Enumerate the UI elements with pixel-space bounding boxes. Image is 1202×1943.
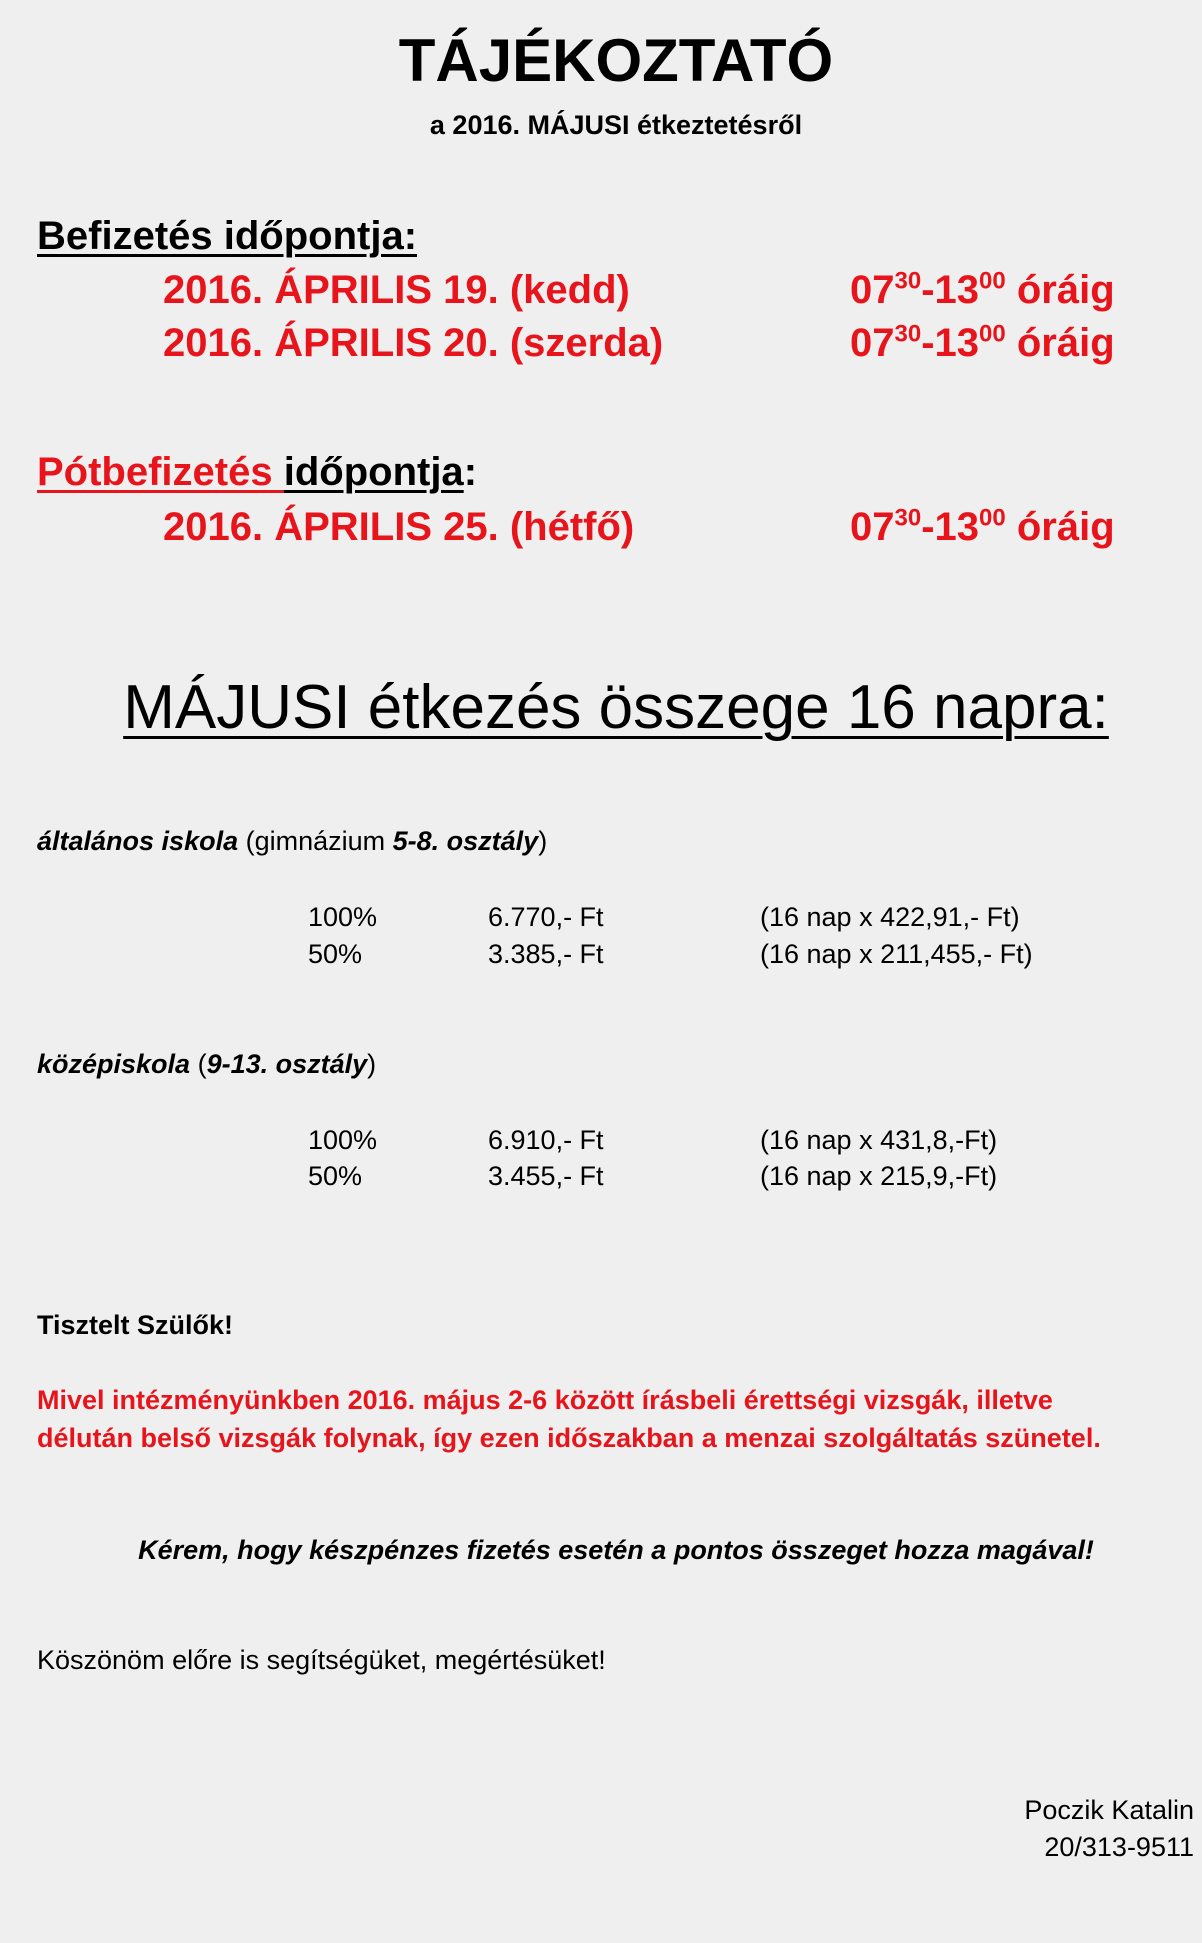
elementary-calc-50: (16 nap x 211,455,- Ft) bbox=[760, 939, 1033, 969]
secondary-price-100: 6.910,- Ft bbox=[488, 1125, 604, 1155]
elementary-calc-100: (16 nap x 422,91,- Ft) bbox=[760, 902, 1020, 932]
thanks-note: Köszönöm előre is segítségüket, megértésüket! bbox=[37, 1645, 606, 1675]
signature-name: Poczik Katalin bbox=[1024, 1795, 1194, 1825]
elementary-pct-50: 50% bbox=[308, 939, 363, 969]
elementary-price-50: 3.385,- Ft bbox=[488, 939, 604, 969]
page-subtitle: a 2016. MÁJUSI étkeztetésről bbox=[429, 110, 803, 140]
secondary-calc-50: (16 nap x 215,9,-Ft) bbox=[760, 1161, 998, 1191]
payment-date-1: 2016. ÁPRILIS 19. (kedd) bbox=[163, 268, 630, 312]
late-payment-time: $07^{30}-13^{00}$ óráig bbox=[850, 504, 1115, 549]
payment-heading: Befizetés időpontja: bbox=[37, 214, 418, 258]
late-payment-heading: Pótbefizetés időpontja: bbox=[37, 450, 478, 494]
secondary-pct-100: 100% bbox=[308, 1125, 378, 1155]
greeting: Tisztelt Szülők! bbox=[37, 1310, 234, 1340]
notice-line-1: Mivel intézményünkben 2016. május 2-6 között írásbeli érettségi vizsgák, illetve bbox=[37, 1385, 1053, 1415]
payment-time-1: $07^{30}-13^{00}$ óráig bbox=[850, 267, 1115, 312]
elementary-pct-100: 100% bbox=[308, 902, 378, 932]
request-note: Kérem, hogy készpénzes fizetés esetén a pontos összeget hozza magával! bbox=[138, 1535, 1094, 1565]
amount-heading: MÁJUSI étkezés összege 16 napra: bbox=[123, 673, 1109, 742]
late-payment-date: 2016. ÁPRILIS 25. (hétfő) bbox=[163, 505, 635, 549]
secondary-pct-50: 50% bbox=[308, 1161, 363, 1191]
secondary-label: középiskola (9-13. osztály) bbox=[37, 1049, 377, 1079]
payment-time-2: $07^{30}-13^{00}$ óráig bbox=[850, 320, 1115, 365]
elementary-label: általános iskola (gimnázium 5-8. osztály) bbox=[37, 826, 548, 856]
notice-line-2: délután belső vizsgák folynak, így ezen időszakban a menzai szolgáltatás szünetel. bbox=[37, 1423, 1101, 1453]
page-title: TÁJÉKOZTATÓ bbox=[398, 27, 834, 94]
secondary-price-50: 3.455,- Ft bbox=[488, 1161, 604, 1191]
elementary-price-100: 6.770,- Ft bbox=[488, 902, 604, 932]
payment-date-2: 2016. ÁPRILIS 20. (szerda) bbox=[163, 321, 664, 365]
secondary-calc-100: (16 nap x 431,8,-Ft) bbox=[760, 1125, 998, 1155]
signature-phone: 20/313-9511 bbox=[1044, 1832, 1194, 1862]
